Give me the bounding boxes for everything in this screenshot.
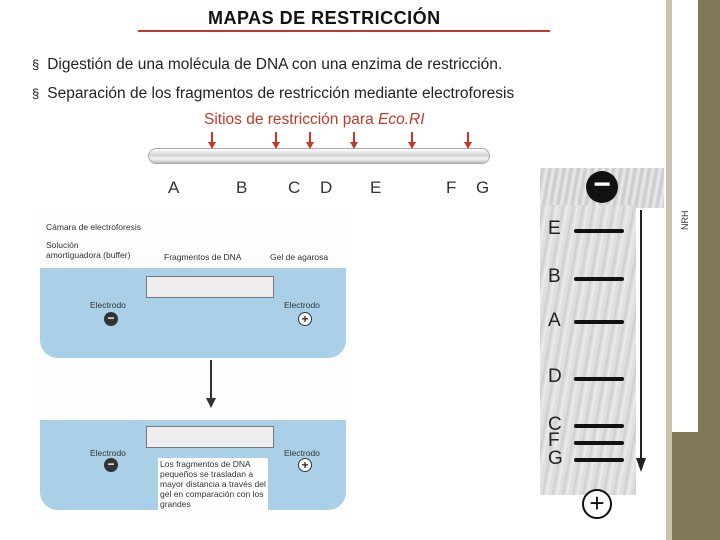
band-label-f: F — [548, 430, 560, 451]
bullet-item — [32, 79, 514, 108]
band-label-c: C — [548, 414, 562, 435]
gel-label: Gel de agarosa — [270, 252, 329, 262]
title-underline — [138, 30, 550, 32]
site-label-e: E — [370, 178, 382, 197]
site-label-g: G — [476, 178, 490, 197]
diagram-caption: Los fragmentos de DNA pequeños se trasladan a mayor distancia a través del gel en comparación con los grandes — [158, 458, 268, 510]
gel-band — [574, 458, 624, 462]
site-label-c: C — [288, 178, 301, 197]
dna-molecule — [148, 148, 490, 164]
bullet-mark: § — [32, 86, 40, 101]
cut-arrow-icon — [272, 142, 280, 149]
site-label-a: A — [168, 178, 180, 197]
electrophoresis-diagram — [34, 210, 350, 518]
migration-arrow-stem — [640, 210, 642, 460]
arrow-down-icon — [636, 458, 646, 472]
bullet-text: Separación de los fragmentos de restricción mediante electroforesis — [47, 85, 515, 102]
bullet-text: Digestión de una molécula de DNA con una enzima de restricción. — [47, 56, 503, 73]
fragments-label: Fragmentos de DNA — [164, 252, 242, 262]
band-label-d: D — [548, 366, 562, 387]
cut-arrow-icon — [408, 142, 416, 149]
site-label-f: F — [446, 178, 457, 197]
bullet-list — [32, 50, 514, 108]
electrode-label: Electrodo — [284, 448, 320, 458]
restriction-sites-title — [204, 111, 425, 129]
plus-icon: + — [582, 489, 612, 519]
band-label-e: E — [548, 218, 561, 239]
enzyme-name: Eco.RI — [378, 111, 425, 128]
gel-band — [574, 277, 624, 281]
gel-band — [574, 424, 624, 428]
buffer-label-2: amortiguadora (buffer) — [46, 250, 131, 260]
gel-band — [574, 377, 624, 381]
electrode-label: Electrodo — [90, 448, 126, 458]
band-label-b: B — [548, 266, 561, 287]
negative-electrode-icon: − — [104, 312, 118, 326]
restriction-sites-title-prefix: Sitios de restricción para — [204, 111, 379, 128]
band-label-g: G — [548, 448, 563, 469]
electrode-label: Electrodo — [90, 300, 126, 310]
positive-electrode-icon: + — [298, 312, 312, 326]
chamber-label: Cámara de electroforesis — [46, 222, 141, 232]
buffer-label-1: Solución — [46, 240, 79, 250]
cut-arrow-icon — [208, 142, 216, 149]
arrow-stem — [210, 360, 212, 400]
bullet-item — [32, 50, 514, 79]
gel-band — [574, 441, 624, 445]
cut-arrow-icon — [350, 142, 358, 149]
bullet-mark: § — [32, 57, 40, 72]
sidebar-code: NRH — [680, 210, 690, 230]
minus-icon: − — [586, 171, 618, 203]
negative-electrode-icon: − — [104, 458, 118, 472]
gel-band — [574, 320, 624, 324]
positive-electrode-icon: + — [298, 458, 312, 472]
page-title: MAPAS DE RESTRICCIÓN — [208, 8, 441, 28]
agarose-gel-bottom — [146, 426, 274, 448]
gel-band — [574, 229, 624, 233]
agarose-gel-top — [146, 276, 274, 298]
site-label-d: D — [320, 178, 333, 197]
cut-arrow-icon — [464, 142, 472, 149]
electrode-label: Electrodo — [284, 300, 320, 310]
site-label-b: B — [236, 178, 248, 197]
down-arrow-icon — [206, 398, 216, 408]
band-label-a: A — [548, 310, 561, 331]
cut-arrow-icon — [306, 142, 314, 149]
